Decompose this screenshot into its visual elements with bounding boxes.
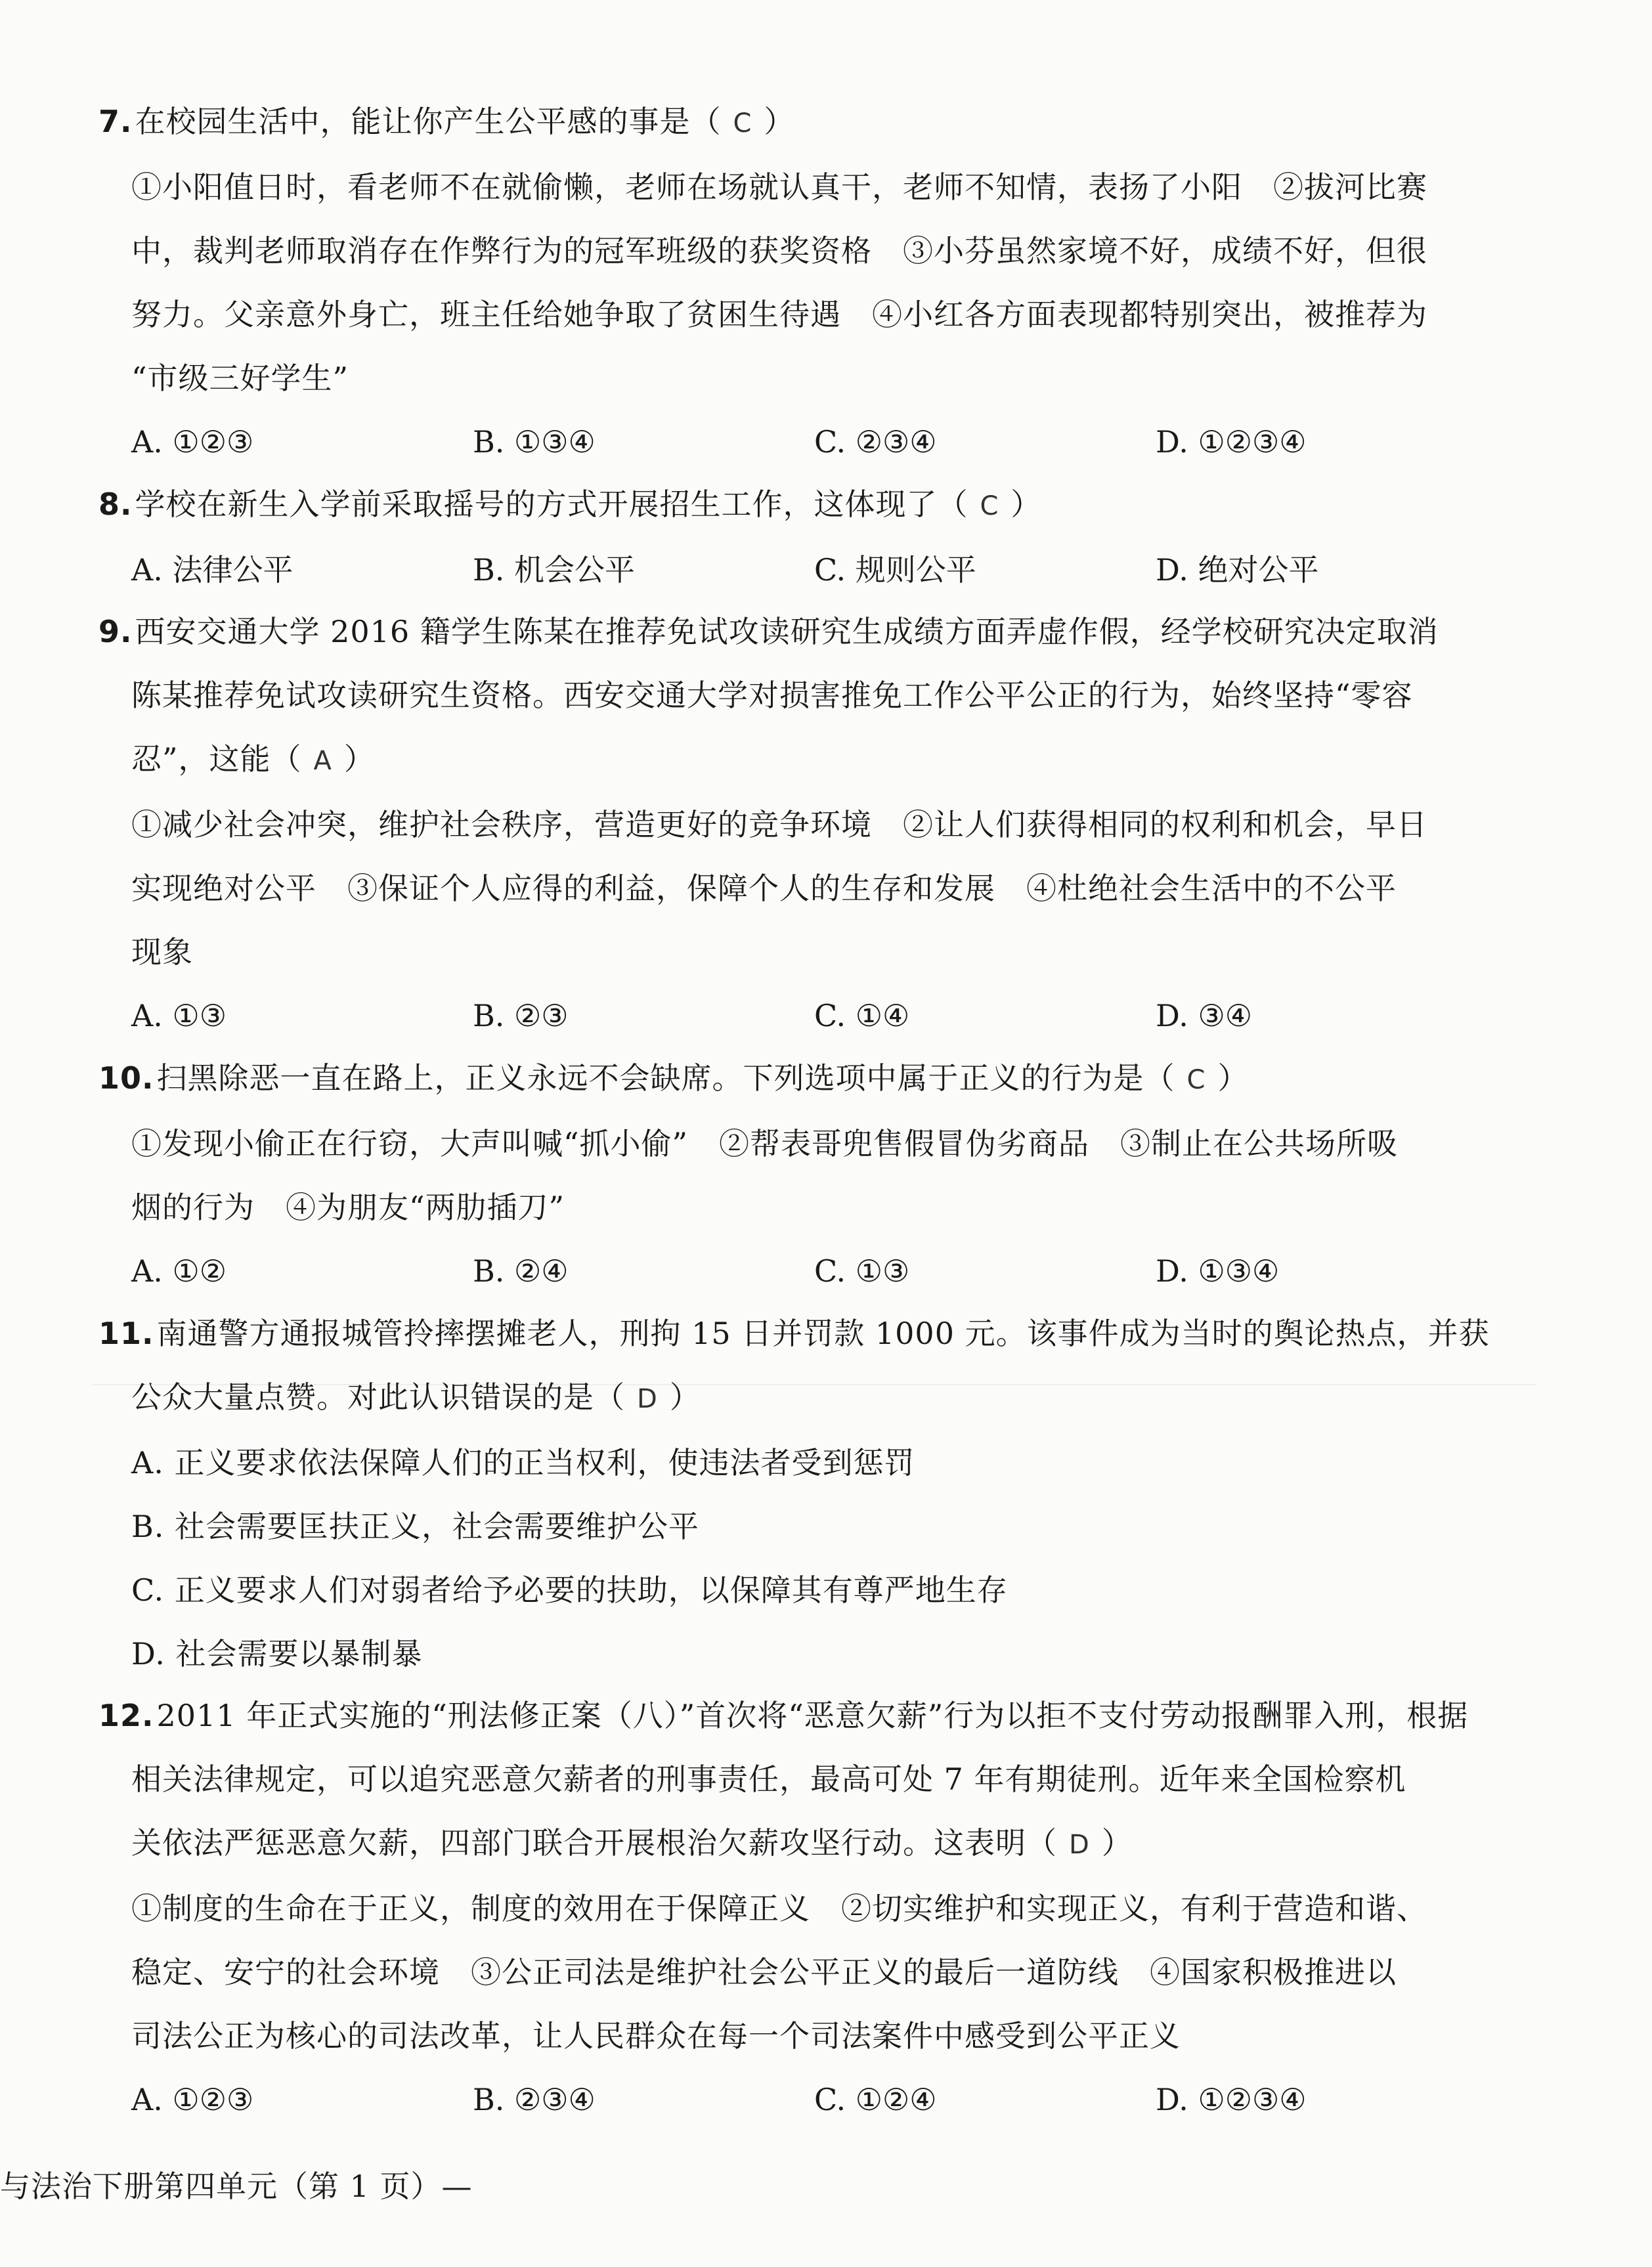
- body-line: 实现绝对公平 ③保证个人应得的利益，保障个人的生存和发展 ④杜绝社会生活中的不公平: [131, 871, 1397, 906]
- body-line: 烟的行为 ④为朋友“两肋插刀”: [131, 1190, 565, 1225]
- options-row: [131, 1240, 1510, 1303]
- question-number: 8.: [98, 486, 133, 522]
- answer-mark: A: [313, 746, 332, 776]
- body-line: 努力。父亲意外身亡，班主任给她争取了贫困生待遇 ④小红各方面表现都特别突出，被推荐为: [131, 297, 1427, 332]
- option-c: C. ①③: [814, 1253, 910, 1289]
- body-line: ①发现小偷正在行窃，大声叫喊“抓小偷” ②帮表哥兜售假冒伪劣商品 ③制止在公共场所吸: [131, 1126, 1399, 1161]
- stem-text-end: ）: [343, 741, 375, 777]
- option-b: B. ②④: [473, 1253, 569, 1289]
- option-d: D. ①②③④: [1156, 2082, 1307, 2117]
- option-a: A. 法律公平: [131, 552, 293, 588]
- option-line: C. 正义要求人们对弱者给予必要的扶助，以保障其有尊严地生存: [131, 1572, 1008, 1608]
- stem-text: 西安交通大学 2016 籍学生陈某在推荐免试攻读研究生成绩方面弄虚作假，经学校研究决定取消: [135, 614, 1439, 649]
- body-line: ①减少社会冲突，维护社会秩序，营造更好的竞争环境 ②让人们获得相同的权利和机会，早日: [131, 807, 1427, 842]
- answer-mark: C: [1186, 1065, 1206, 1095]
- stem-text-end: ）: [669, 1379, 701, 1415]
- options-row: [131, 538, 1510, 602]
- options-row: [131, 410, 1510, 474]
- stem-text: 关依法严惩恶意欠薪，四部门联合开展根治欠薪攻坚行动。这表明（: [131, 1825, 1057, 1861]
- answer-mark: C: [980, 491, 999, 521]
- option-b: B. ②③: [473, 998, 569, 1033]
- stem-line: [98, 727, 1510, 793]
- question-7: [98, 90, 1510, 474]
- body-line: ①制度的生命在于正义，制度的效用在于保障正义 ②切实维护和实现正义，有利于营造和谐、: [131, 1891, 1427, 1926]
- question-11: [98, 1302, 1510, 1686]
- body-line: “市级三好学生”: [131, 360, 349, 396]
- question-stem: [98, 473, 1510, 538]
- stem-line: 相关法律规定，可以追究恶意欠薪者的刑事责任，最高可处 7 年有期徒刑。近年来全国检察机: [131, 1761, 1406, 1797]
- option-c: C. ②③④: [814, 424, 937, 460]
- question-stem: [98, 1302, 1510, 1366]
- stem-text-end: ）: [1011, 486, 1042, 522]
- question-8: [98, 473, 1510, 602]
- question-number: 11.: [98, 1316, 154, 1351]
- question-10: [98, 1047, 1510, 1303]
- stem-text-end: ）: [1101, 1825, 1133, 1861]
- question-number: 9.: [98, 614, 133, 649]
- option-line: A. 正义要求依法保障人们的正当权利，使违法者受到惩罚: [131, 1445, 915, 1480]
- option-d: D. 绝对公平: [1156, 552, 1319, 588]
- stem-line: [98, 1811, 1510, 1877]
- body-line: 司法公正为核心的司法改革，让人民群众在每一个司法案件中感受到公平正义: [131, 2018, 1181, 2054]
- option-a: A. ①②: [131, 1253, 227, 1289]
- question-number: 7.: [98, 104, 133, 139]
- question-9: [98, 600, 1510, 1048]
- body-line: 中，裁判老师取消存在作弊行为的冠军班级的获奖资格 ③小芬虽然家境不好，成绩不好，但很: [131, 233, 1427, 269]
- answer-mark: D: [1069, 1830, 1090, 1860]
- option-b: B. ①③④: [473, 424, 596, 460]
- option-line: B. 社会需要匡扶正义，社会需要维护公平: [131, 1509, 700, 1544]
- body-line: ①小阳值日时，看老师不在就偷懒，老师在场就认真干，老师不知情，表扬了小阳 ②拔河比赛: [131, 169, 1427, 205]
- question-number: 12.: [98, 1698, 154, 1733]
- body-line: 现象: [131, 934, 193, 970]
- option-line: D. 社会需要以暴制暴: [131, 1636, 423, 1672]
- stem-text: 在校园生活中，能让你产生公平感的事是（: [135, 104, 722, 139]
- question-stem: [98, 1047, 1510, 1112]
- options-row: [131, 984, 1510, 1048]
- question-number: 10.: [98, 1060, 154, 1096]
- answer-mark: D: [637, 1384, 658, 1414]
- option-a: A. ①③: [131, 998, 227, 1033]
- option-b: B. 机会公平: [473, 552, 636, 588]
- stem-text: 学校在新生入学前采取摇号的方式开展招生工作，这体现了（: [135, 486, 968, 522]
- stem-text: 扫黑除恶一直在路上，正义永远不会缺席。下列选项中属于正义的行为是（: [156, 1060, 1175, 1096]
- option-c: C. ①②④: [814, 2082, 937, 2117]
- stem-text: 公众大量点赞。对此认识错误的是（: [131, 1379, 625, 1415]
- stem-text-end: ）: [764, 104, 795, 139]
- answer-mark: C: [733, 108, 752, 139]
- question-stem: [98, 90, 1510, 156]
- stem-line: [98, 1366, 1510, 1431]
- stem-line: 陈某推荐免试攻读研究生资格。西安交通大学对损害推免工作公平公正的行为，始终坚持“零容: [131, 678, 1413, 713]
- options-row: [131, 2068, 1510, 2132]
- stem-text: 2011 年正式实施的“刑法修正案（八）”首次将“恶意欠薪”行为以拒不支付劳动报酬罪入刑，根据: [156, 1698, 1469, 1733]
- body-line: 稳定、安宁的社会环境 ③公正司法是维护社会公平正义的最后一道防线 ④国家积极推进以: [131, 1954, 1397, 1990]
- stem-text: 忍”，这能（: [131, 741, 302, 777]
- option-a: A. ①②③: [131, 2082, 254, 2117]
- stem-text: 南通警方通报城管拎摔摆摊老人，刑拘 15 日并罚款 1000 元。该事件成为当时的舆论热点，并获: [156, 1316, 1490, 1351]
- option-c: C. 规则公平: [814, 552, 976, 588]
- option-b: B. ②③④: [473, 2082, 596, 2117]
- option-c: C. ①④: [814, 998, 910, 1033]
- option-d: D. ③④: [1156, 998, 1252, 1033]
- question-12: [98, 1684, 1510, 2132]
- question-stem: [98, 600, 1510, 664]
- page-footer: 与法治下册第四单元（第 1 页）—: [0, 2169, 473, 2204]
- option-d: D. ①③④: [1156, 1253, 1280, 1289]
- question-stem: [98, 1684, 1510, 1748]
- option-a: A. ①②③: [131, 424, 254, 460]
- stem-text-end: ）: [1217, 1060, 1249, 1096]
- option-d: D. ①②③④: [1156, 424, 1307, 460]
